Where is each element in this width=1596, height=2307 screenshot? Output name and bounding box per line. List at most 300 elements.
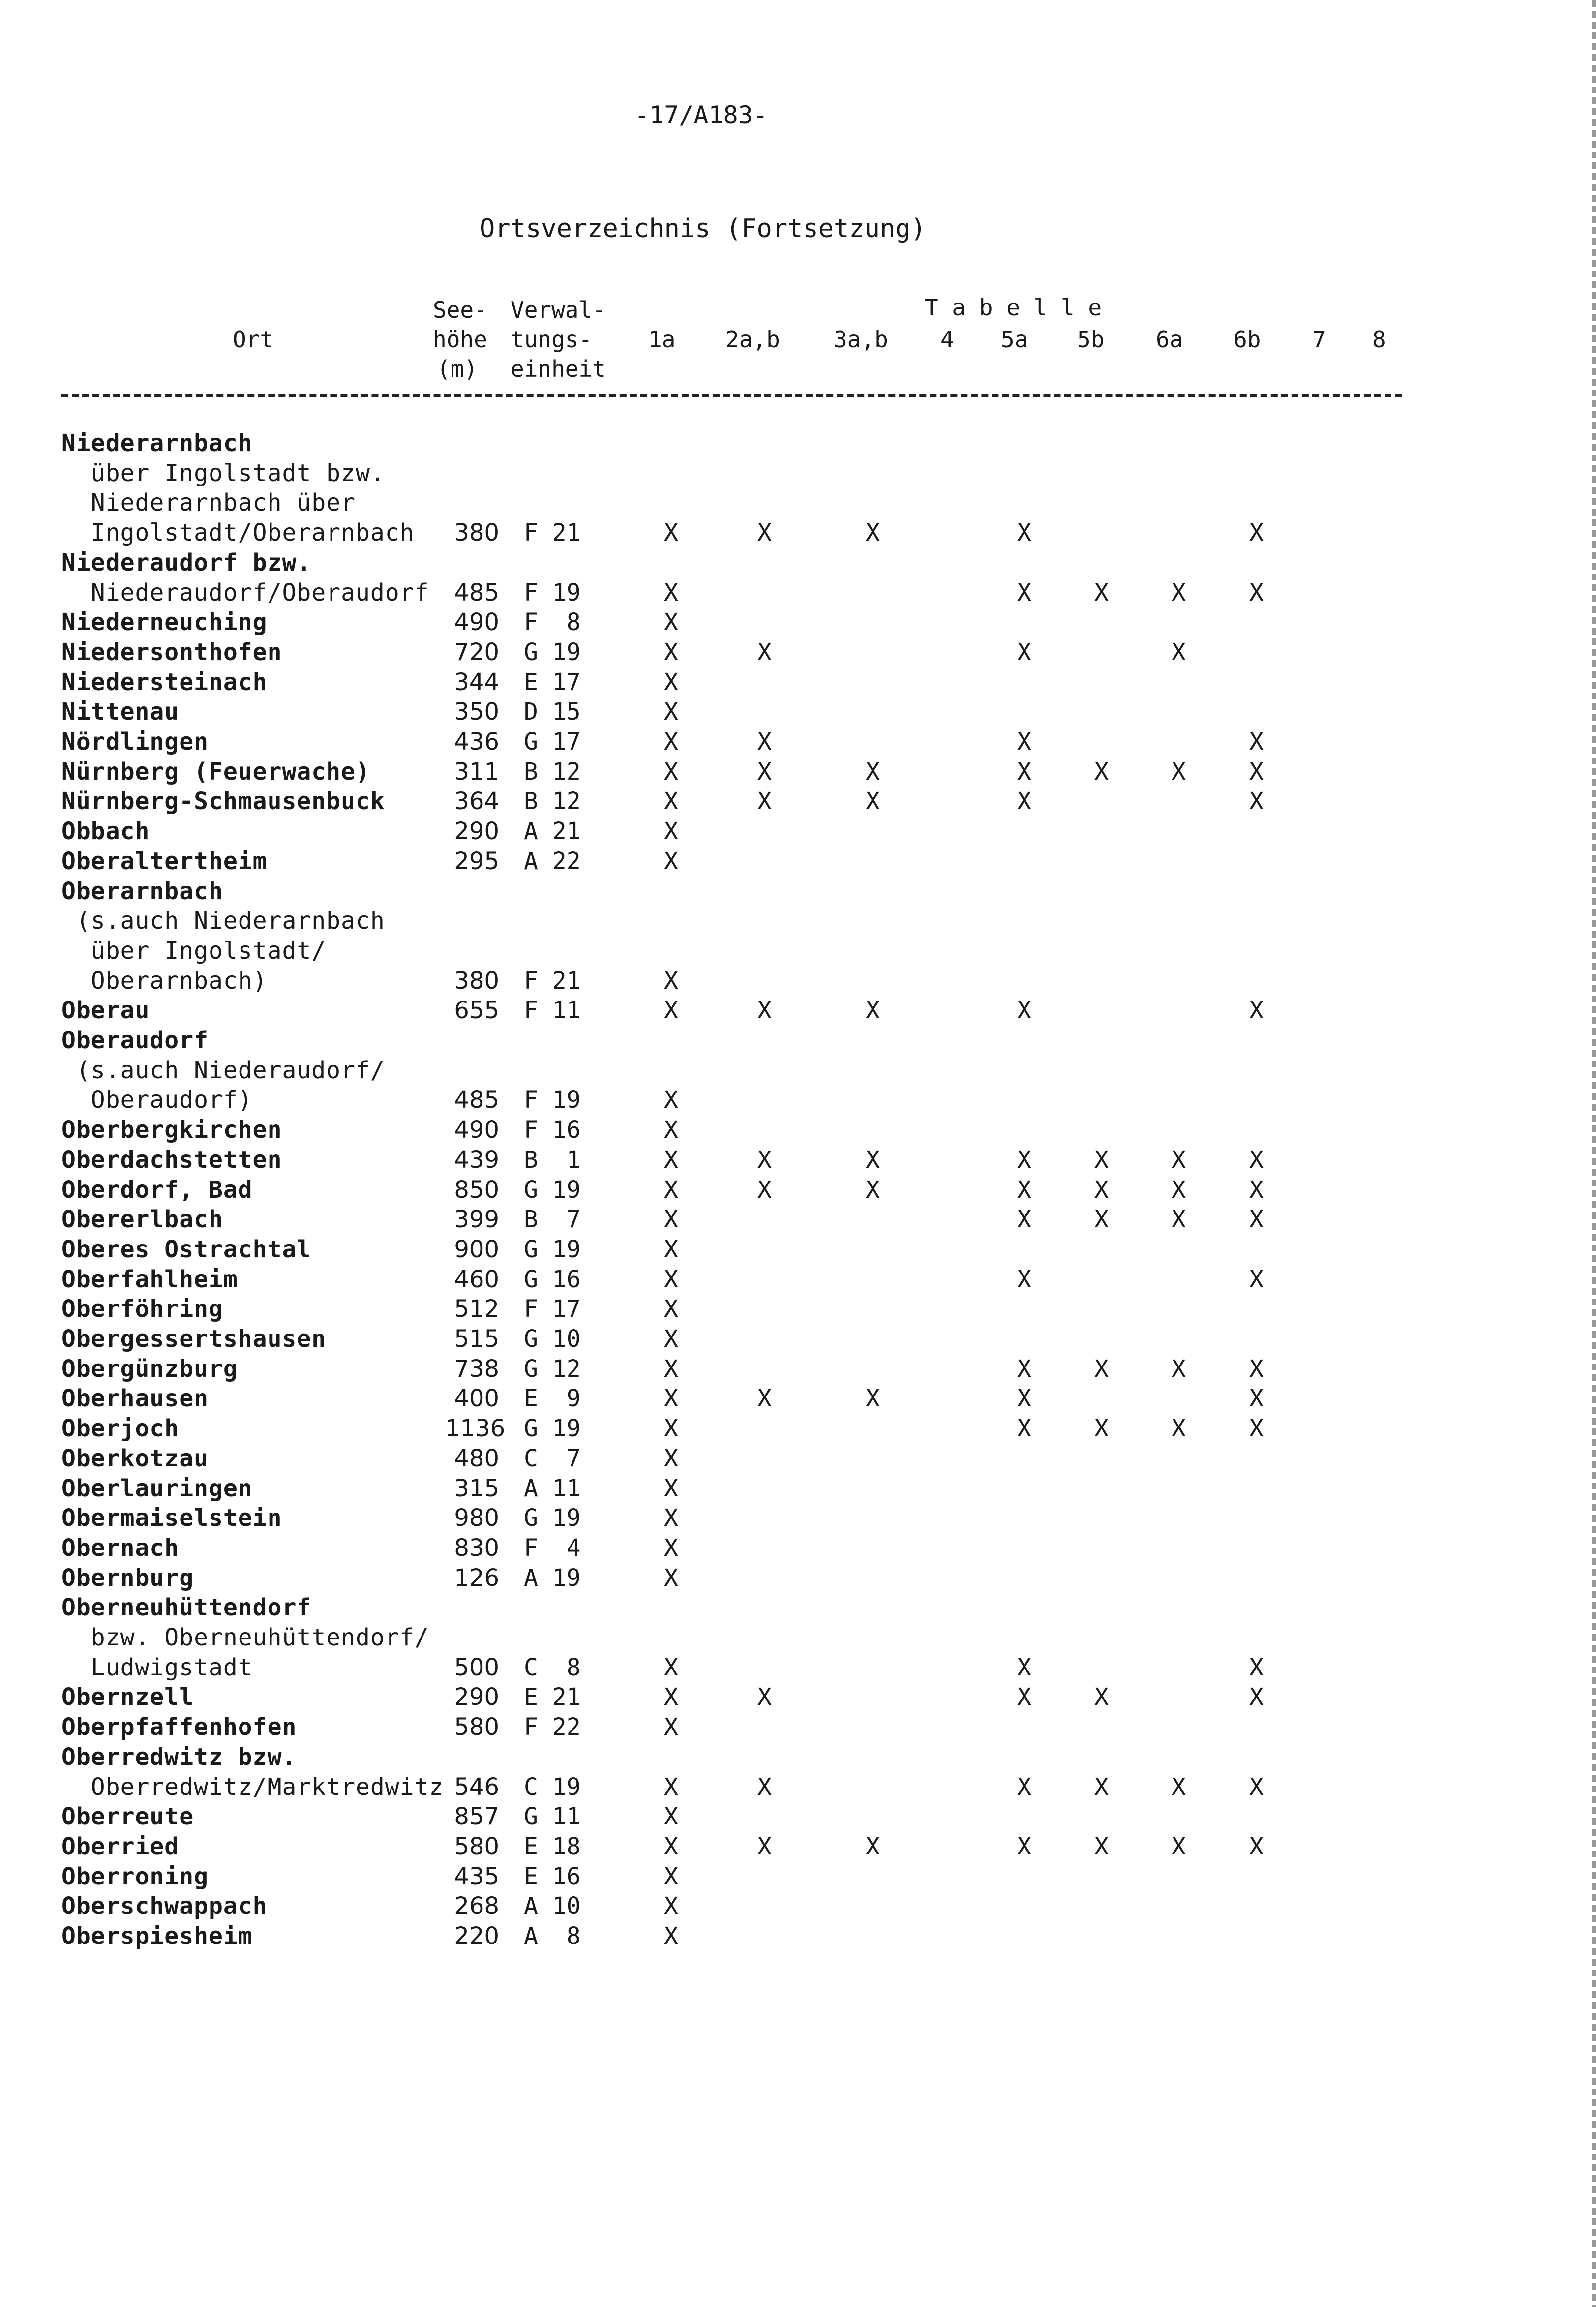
ort-cell: Oberhausen	[61, 1385, 209, 1413]
mark-cell: X	[1017, 1385, 1031, 1413]
ort-cell: Oberdorf, Bad	[61, 1176, 253, 1204]
mark-cell: X	[664, 1534, 678, 1562]
mark-cell: X	[664, 1295, 678, 1323]
mark-cell: X	[757, 1773, 772, 1801]
header-verwaltung-2: tungs-	[511, 326, 593, 353]
table-row	[0, 1801, 1596, 1832]
table-row	[0, 995, 1596, 1026]
mark-cell: X	[664, 818, 678, 846]
table-row	[0, 1831, 1596, 1862]
mark-cell: X	[757, 728, 772, 756]
header-verwaltung-3: einheit	[511, 356, 606, 382]
mark-cell: X	[664, 758, 678, 786]
table-row	[0, 697, 1596, 727]
hoehe-cell: 850	[454, 1176, 499, 1204]
ort-cell: Oberlauringen	[61, 1474, 253, 1502]
hoehe-cell: 485	[454, 578, 499, 607]
mark-cell: X	[664, 1086, 678, 1114]
ort-cell: Obernach	[61, 1534, 180, 1562]
hoehe-cell: 350	[454, 698, 499, 726]
mark-cell: X	[1017, 1265, 1031, 1293]
table-row	[0, 1234, 1596, 1265]
mark-cell: X	[1094, 1176, 1109, 1204]
table-row	[0, 1025, 1596, 1056]
verwaltung-cell: A 21	[524, 818, 581, 846]
mark-cell: X	[757, 519, 772, 547]
ort-cell: Niederarnbach über	[61, 489, 356, 517]
ort-cell: (s.auch Niederaudorf/	[61, 1056, 385, 1084]
mark-cell: X	[1017, 578, 1031, 607]
ort-cell: Nürnberg-Schmausenbuck	[61, 788, 385, 816]
mark-cell: X	[664, 1176, 678, 1204]
mark-cell: X	[1249, 728, 1264, 756]
ort-cell: (s.auch Niederarnbach	[61, 907, 385, 935]
verwaltung-cell: B 12	[524, 758, 581, 786]
mark-cell: X	[664, 1415, 678, 1443]
verwaltung-cell: A 22	[524, 847, 581, 875]
ort-cell: Ludwigstadt	[61, 1653, 253, 1681]
mark-cell: X	[1094, 1415, 1109, 1443]
ort-cell: Nürnberg (Feuerwache)	[61, 758, 370, 786]
table-row	[0, 1413, 1596, 1444]
mark-cell: X	[1249, 1415, 1264, 1443]
mark-cell: X	[664, 698, 678, 726]
header-hoehe-3: (m)	[437, 356, 478, 382]
verwaltung-cell: A 8	[524, 1922, 581, 1950]
mark-cell: X	[664, 519, 678, 547]
ort-cell: Oberfahlheim	[61, 1265, 238, 1293]
mark-cell: X	[1017, 1832, 1031, 1860]
table-row	[0, 906, 1596, 936]
verwaltung-cell: G 19	[524, 1415, 581, 1443]
table-row	[0, 966, 1596, 996]
table-row	[0, 667, 1596, 698]
mark-cell: X	[1017, 1355, 1031, 1383]
table-row	[0, 1563, 1596, 1593]
table-row	[0, 1742, 1596, 1772]
verwaltung-cell: B 7	[524, 1206, 581, 1234]
ort-cell: Oberredwitz/Marktredwitz	[61, 1773, 444, 1801]
mark-cell: X	[664, 967, 678, 995]
ort-cell: über Ingolstadt bzw.	[61, 459, 385, 487]
header-col-5b: 5b	[1077, 326, 1105, 353]
mark-cell: X	[1017, 758, 1031, 786]
verwaltung-cell: F 19	[524, 1086, 581, 1114]
mark-cell: X	[1017, 638, 1031, 666]
hoehe-cell: 1136	[445, 1415, 506, 1443]
table-row	[0, 1443, 1596, 1474]
ort-cell: Oberkotzau	[61, 1444, 209, 1472]
hoehe-cell: 290	[454, 1683, 499, 1711]
table-row	[0, 1294, 1596, 1324]
table-row	[0, 786, 1596, 817]
table-row	[0, 1115, 1596, 1145]
mark-cell: X	[757, 1385, 772, 1413]
ort-cell: Niederaudorf bzw.	[61, 548, 312, 577]
table-row	[0, 1772, 1596, 1802]
mark-cell: X	[757, 1683, 772, 1711]
mark-cell: X	[664, 847, 678, 875]
hoehe-cell: 311	[454, 758, 499, 786]
hoehe-cell: 268	[454, 1892, 499, 1920]
ort-cell: Niedersonthofen	[61, 638, 282, 666]
verwaltung-cell: D 15	[524, 698, 581, 726]
hoehe-cell: 738	[454, 1355, 499, 1383]
verwaltung-cell: G 19	[524, 1176, 581, 1204]
header-tabelle: T a b e l l e	[925, 294, 1102, 321]
mark-cell: X	[757, 1146, 772, 1174]
hoehe-cell: 315	[454, 1474, 499, 1502]
mark-cell: X	[664, 1235, 678, 1263]
ort-cell: Obergünzburg	[61, 1355, 238, 1383]
verwaltung-cell: F 16	[524, 1116, 581, 1144]
hoehe-cell: 460	[454, 1265, 499, 1293]
mark-cell: X	[664, 1832, 678, 1860]
mark-cell: X	[664, 728, 678, 756]
mark-cell: X	[866, 1146, 880, 1174]
table-row	[0, 1891, 1596, 1921]
ort-cell: Oberaudorf)	[61, 1086, 253, 1114]
ort-cell: Oberried	[61, 1832, 180, 1860]
verwaltung-cell: F 21	[524, 967, 581, 995]
mark-cell: X	[1094, 1773, 1109, 1801]
mark-cell: X	[757, 1832, 772, 1860]
mark-cell: X	[664, 997, 678, 1025]
table-row	[0, 517, 1596, 548]
header-col-5a: 5a	[1001, 326, 1028, 353]
mark-cell: X	[757, 1176, 772, 1204]
mark-cell: X	[664, 1325, 678, 1353]
mark-cell: X	[1249, 1773, 1264, 1801]
verwaltung-cell: F 19	[524, 578, 581, 607]
table-row	[0, 936, 1596, 966]
verwaltung-cell: F 17	[524, 1295, 581, 1323]
header-col-7: 7	[1312, 326, 1326, 353]
verwaltung-cell: C 7	[524, 1444, 581, 1472]
ort-cell: Oberschwappach	[61, 1892, 268, 1920]
ort-cell: Nördlingen	[61, 728, 209, 756]
mark-cell: X	[1017, 1415, 1031, 1443]
verwaltung-cell: F 21	[524, 519, 581, 547]
ort-cell: Nittenau	[61, 698, 180, 726]
verwaltung-cell: E 17	[524, 668, 581, 696]
verwaltung-cell: G 19	[524, 638, 581, 666]
hoehe-cell: 399	[454, 1206, 499, 1234]
mark-cell: X	[664, 578, 678, 607]
mark-cell: X	[757, 758, 772, 786]
header-col-6b: 6b	[1234, 326, 1261, 353]
table-row	[0, 547, 1596, 578]
mark-cell: X	[664, 1653, 678, 1681]
hoehe-cell: 980	[454, 1504, 499, 1532]
mark-cell: X	[1017, 997, 1031, 1025]
table-row	[0, 1085, 1596, 1115]
table-row	[0, 487, 1596, 518]
table-row	[0, 1652, 1596, 1683]
ort-cell: Oberbergkirchen	[61, 1116, 282, 1144]
hoehe-cell: 436	[454, 728, 499, 756]
hoehe-cell: 546	[454, 1773, 499, 1801]
mark-cell: X	[1094, 1683, 1109, 1711]
mark-cell: X	[664, 1206, 678, 1234]
mark-cell: X	[1172, 1146, 1186, 1174]
mark-cell: X	[664, 1922, 678, 1950]
page-title: Ortsverzeichnis (Fortsetzung)	[480, 214, 926, 243]
table-row	[0, 1383, 1596, 1414]
verwaltung-cell: C 19	[524, 1773, 581, 1801]
hoehe-cell: 655	[454, 997, 499, 1025]
verwaltung-cell: G 19	[524, 1504, 581, 1532]
mark-cell: X	[1017, 1773, 1031, 1801]
mark-cell: X	[1249, 1683, 1264, 1711]
mark-cell: X	[1249, 1653, 1264, 1681]
mark-cell: X	[757, 788, 772, 816]
table-row	[0, 727, 1596, 757]
hoehe-cell: 439	[454, 1146, 499, 1174]
mark-cell: X	[1249, 758, 1264, 786]
hoehe-cell: 720	[454, 638, 499, 666]
mark-cell: X	[1017, 1206, 1031, 1234]
table-row	[0, 1055, 1596, 1086]
verwaltung-cell: E 9	[524, 1385, 581, 1413]
hoehe-cell: 380	[454, 519, 499, 547]
ort-cell: über Ingolstadt/	[61, 937, 327, 965]
header-ort: Ort	[233, 326, 274, 353]
table-row	[0, 428, 1596, 458]
table-row	[0, 1175, 1596, 1205]
ort-cell: Niedersteinach	[61, 668, 268, 696]
mark-cell: X	[664, 1862, 678, 1890]
mark-cell: X	[664, 1355, 678, 1383]
mark-cell: X	[664, 788, 678, 816]
header-hoehe-1: See-	[433, 297, 487, 323]
header-col-1a: 1a	[648, 326, 676, 353]
ort-cell: Obernburg	[61, 1564, 194, 1592]
ort-cell: Oberarnbach)	[61, 967, 268, 995]
mark-cell: X	[664, 1146, 678, 1174]
mark-cell: X	[664, 1385, 678, 1413]
mark-cell: X	[1172, 1415, 1186, 1443]
ort-cell: Obergessertshausen	[61, 1325, 327, 1353]
mark-cell: X	[1017, 1176, 1031, 1204]
mark-cell: X	[1249, 1385, 1264, 1413]
mark-cell: X	[1172, 1176, 1186, 1204]
mark-cell: X	[866, 997, 880, 1025]
ort-cell: Obererlbach	[61, 1206, 223, 1234]
mark-cell: X	[757, 997, 772, 1025]
mark-cell: X	[1249, 1176, 1264, 1204]
ort-cell: Niederarnbach	[61, 429, 253, 457]
hoehe-cell: 515	[454, 1325, 499, 1353]
ort-cell: Niederaudorf/Oberaudorf	[61, 578, 429, 607]
mark-cell: X	[1172, 1773, 1186, 1801]
table-row	[0, 876, 1596, 907]
mark-cell: X	[1017, 1653, 1031, 1681]
mark-cell: X	[1094, 1832, 1109, 1860]
mark-cell: X	[866, 1176, 880, 1204]
verwaltung-cell: G 12	[524, 1355, 581, 1383]
mark-cell: X	[1249, 1832, 1264, 1860]
hoehe-cell: 480	[454, 1444, 499, 1472]
mark-cell: X	[1249, 997, 1264, 1025]
header-col-2ab: 2a,b	[725, 326, 780, 353]
verwaltung-cell: E 18	[524, 1832, 581, 1860]
verwaltung-cell: E 16	[524, 1862, 581, 1890]
mark-cell: X	[1249, 1146, 1264, 1174]
mark-cell: X	[664, 1474, 678, 1502]
hoehe-cell: 485	[454, 1086, 499, 1114]
hoehe-cell: 580	[454, 1713, 499, 1741]
verwaltung-cell: G 16	[524, 1265, 581, 1293]
verwaltung-cell: G 10	[524, 1325, 581, 1353]
mark-cell: X	[1017, 1683, 1031, 1711]
ort-cell: Oberredwitz bzw.	[61, 1743, 297, 1771]
table-row	[0, 1712, 1596, 1742]
table-row	[0, 1861, 1596, 1892]
table-row	[0, 637, 1596, 668]
ort-cell: Niederneuching	[61, 608, 268, 637]
mark-cell: X	[1172, 1206, 1186, 1234]
page-number: -17/A183-	[634, 101, 768, 129]
mark-cell: X	[664, 608, 678, 637]
header-verwaltung-1: Verwal-	[511, 297, 606, 323]
mark-cell: X	[1094, 578, 1109, 607]
hoehe-cell: 400	[454, 1385, 499, 1413]
table-row	[0, 1264, 1596, 1295]
verwaltung-cell: B 12	[524, 788, 581, 816]
mark-cell: X	[757, 638, 772, 666]
hoehe-cell: 500	[454, 1653, 499, 1681]
hoehe-cell: 900	[454, 1235, 499, 1263]
ort-cell: Oberaudorf	[61, 1027, 209, 1054]
hoehe-cell: 380	[454, 967, 499, 995]
mark-cell: X	[866, 788, 880, 816]
hoehe-cell: 435	[454, 1862, 499, 1890]
table-row	[0, 846, 1596, 877]
verwaltung-cell: A 11	[524, 1474, 581, 1502]
table-row	[0, 757, 1596, 787]
mark-cell: X	[664, 1713, 678, 1741]
ort-cell: Obernzell	[61, 1683, 194, 1711]
table-row	[0, 1204, 1596, 1235]
verwaltung-cell: A 19	[524, 1564, 581, 1592]
mark-cell: X	[1017, 519, 1031, 547]
verwaltung-cell: F 22	[524, 1713, 581, 1741]
mark-cell: X	[1249, 788, 1264, 816]
ort-cell: Obbach	[61, 818, 150, 846]
mark-cell: X	[1094, 758, 1109, 786]
table-row	[0, 816, 1596, 847]
mark-cell: X	[1094, 1355, 1109, 1383]
hoehe-cell: 490	[454, 608, 499, 637]
mark-cell: X	[664, 1265, 678, 1293]
scan-edge	[1592, 0, 1596, 2307]
hoehe-cell: 126	[454, 1564, 499, 1592]
mark-cell: X	[664, 1803, 678, 1831]
hoehe-cell: 290	[454, 818, 499, 846]
hoehe-cell: 857	[454, 1803, 499, 1831]
ort-cell: Ingolstadt/Oberarnbach	[61, 519, 415, 547]
hoehe-cell: 220	[454, 1922, 499, 1950]
mark-cell: X	[1172, 1355, 1186, 1383]
table-row	[0, 1622, 1596, 1653]
table-row	[0, 1533, 1596, 1563]
mark-cell: X	[1017, 728, 1031, 756]
mark-cell: X	[1172, 1832, 1186, 1860]
verwaltung-cell: A 10	[524, 1892, 581, 1920]
table-row	[0, 1145, 1596, 1175]
ort-cell: Oberau	[61, 997, 150, 1025]
mark-cell: X	[1172, 578, 1186, 607]
ort-cell: Oberes Ostrachtal	[61, 1235, 312, 1263]
mark-cell: X	[664, 1504, 678, 1532]
mark-cell: X	[1249, 1265, 1264, 1293]
mark-cell: X	[1017, 1146, 1031, 1174]
mark-cell: X	[1017, 788, 1031, 816]
table-row	[0, 1473, 1596, 1504]
verwaltung-cell: F 4	[524, 1534, 581, 1562]
table-row	[0, 607, 1596, 637]
hoehe-cell: 580	[454, 1832, 499, 1860]
header-col-4: 4	[940, 326, 954, 353]
mark-cell: X	[664, 1444, 678, 1472]
verwaltung-cell: F 11	[524, 997, 581, 1025]
header-col-3ab: 3a,b	[834, 326, 888, 353]
ort-cell: Oberpfaffenhofen	[61, 1713, 297, 1741]
header-hoehe-2: höhe	[433, 326, 487, 353]
verwaltung-cell: C 8	[524, 1653, 581, 1681]
hoehe-cell: 364	[454, 788, 499, 816]
mark-cell: X	[1172, 758, 1186, 786]
mark-cell: X	[664, 668, 678, 696]
ort-cell: Oberaltertheim	[61, 847, 268, 875]
hoehe-cell: 490	[454, 1116, 499, 1144]
table-row	[0, 577, 1596, 608]
ort-cell: Oberneuhüttendorf	[61, 1594, 312, 1622]
mark-cell: X	[664, 1116, 678, 1144]
ort-cell: Obermaiselstein	[61, 1504, 282, 1532]
mark-cell: X	[1172, 638, 1186, 666]
table-row	[0, 458, 1596, 488]
ort-cell: Oberroning	[61, 1862, 209, 1890]
mark-cell: X	[1094, 1206, 1109, 1234]
mark-cell: X	[1249, 578, 1264, 607]
verwaltung-cell: G 11	[524, 1803, 581, 1831]
mark-cell: X	[1249, 1355, 1264, 1383]
table-row	[0, 1503, 1596, 1533]
verwaltung-cell: G 17	[524, 728, 581, 756]
ort-cell: Oberföhring	[61, 1295, 223, 1323]
mark-cell: X	[664, 1892, 678, 1920]
verwaltung-cell: F 8	[524, 608, 581, 637]
header-col-8: 8	[1372, 326, 1386, 353]
mark-cell: X	[664, 1773, 678, 1801]
header-divider	[61, 394, 1402, 397]
table-row	[0, 1354, 1596, 1384]
mark-cell: X	[866, 519, 880, 547]
header-col-6a: 6a	[1156, 326, 1183, 353]
mark-cell: X	[664, 1564, 678, 1592]
verwaltung-cell: G 19	[524, 1235, 581, 1263]
mark-cell: X	[866, 1385, 880, 1413]
verwaltung-cell: B 1	[524, 1146, 581, 1174]
hoehe-cell: 830	[454, 1534, 499, 1562]
ort-cell: Oberjoch	[61, 1415, 180, 1443]
table-row	[0, 1324, 1596, 1354]
mark-cell: X	[1249, 1206, 1264, 1234]
table-row	[0, 1592, 1596, 1623]
hoehe-cell: 295	[454, 847, 499, 875]
